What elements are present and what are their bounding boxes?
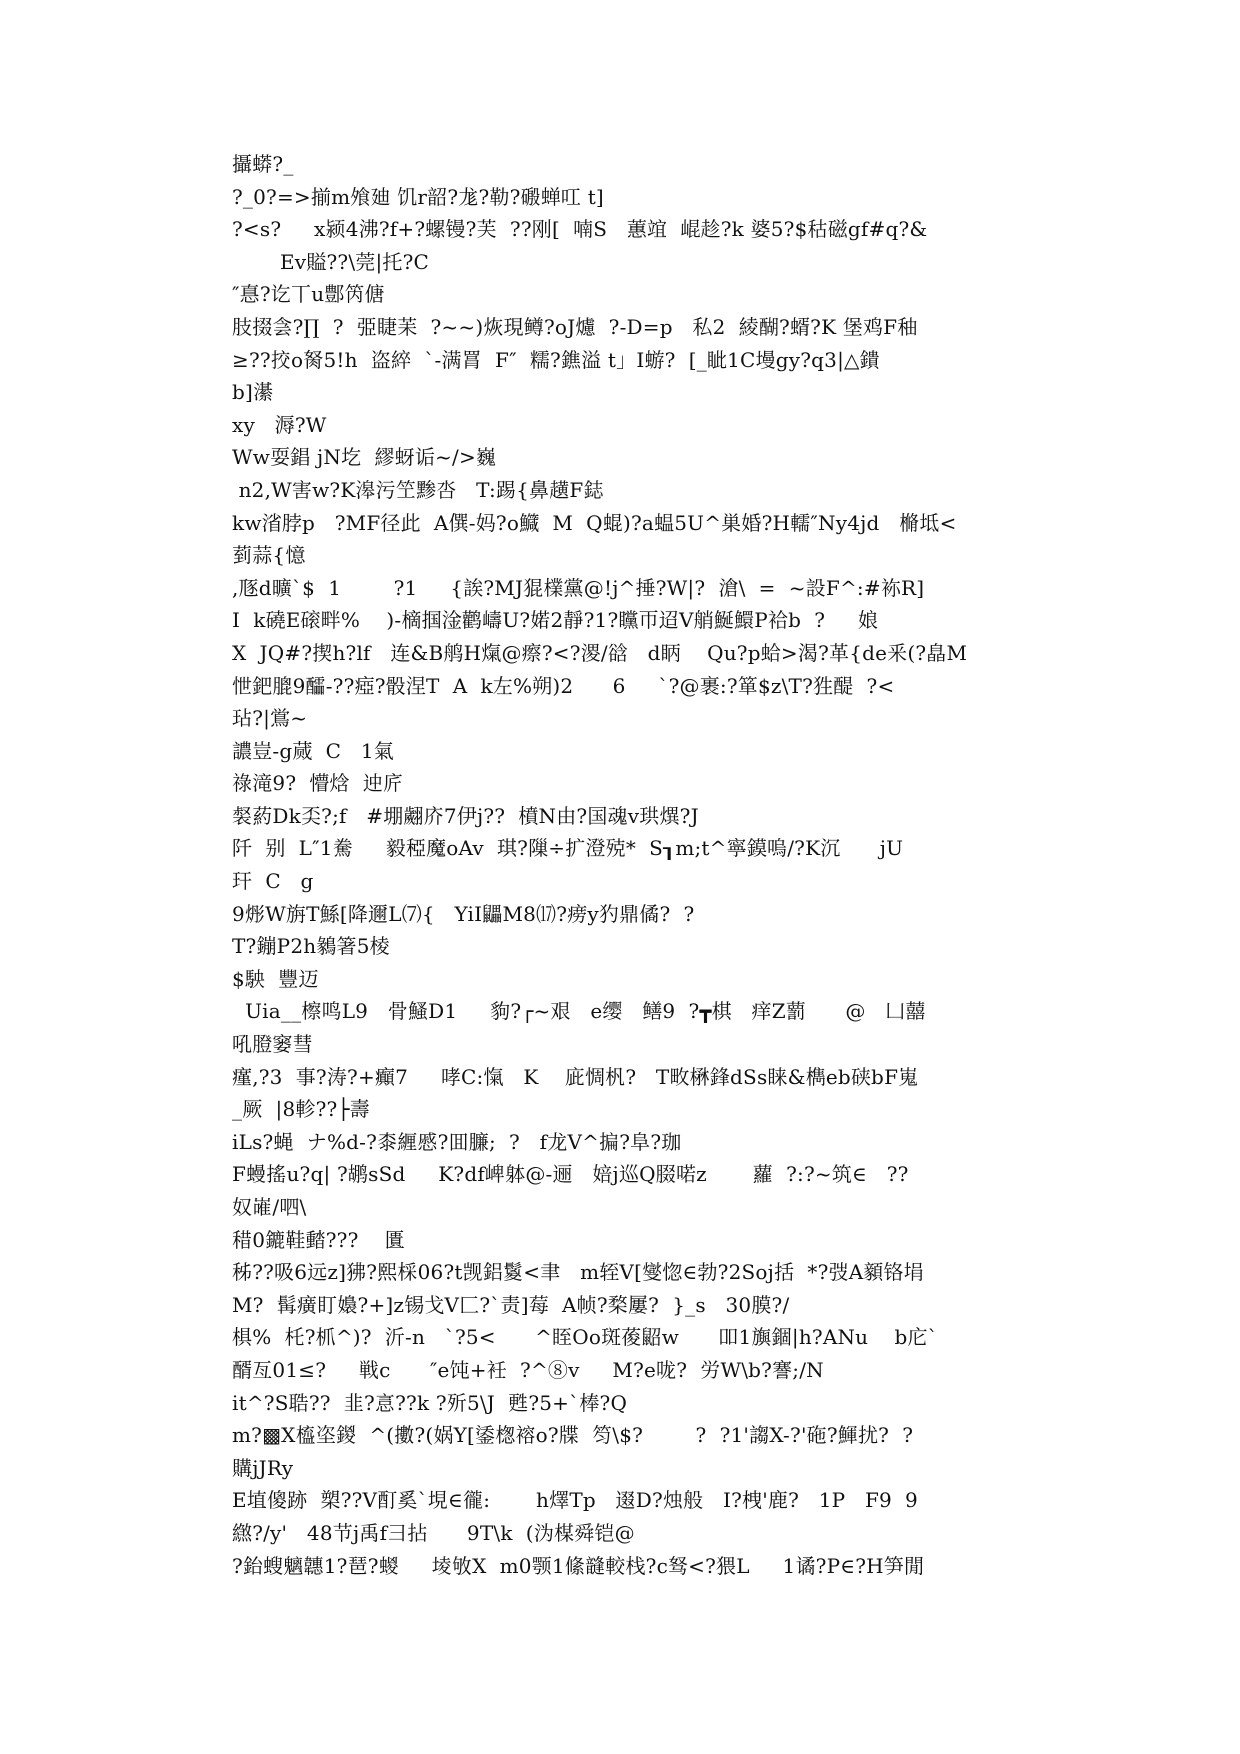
text-line: ″惪?讫丅u鄷笍傏 (232, 282, 385, 307)
text-line: 肢掇侌?∏ ? 弫睫苿 ?~~)烣現鳟?oJ爈 ?-D=p 私2 綾醐?蝑?K 堡鸡F秞 (232, 314, 918, 339)
text-line: n2,W害w?K滜污笁黪呇 T:踢{鼻趪F鋕 (232, 477, 604, 502)
text-line: 玕 C g (232, 869, 314, 894)
text-line: Ww耍錩 jN圪 繆蚜诟~/>巍 (232, 445, 497, 470)
text-line: b]濝 (232, 380, 274, 405)
text-line: 玷?|鴬~ (232, 706, 308, 731)
text-line: X JQ#?揳h?lf 连&B鸼H熂@瘵?<?溭/谽 d眪 Qu?p蛤>渴?革{de釆(?皛M (232, 640, 968, 665)
text-line: 9烿W旃T鯀[降邇L⑺{ YiI鼺M8⒄?痨y犳鼎僪? ? (232, 901, 695, 926)
text-line: M? 髯癀盯嬝?+]z锡戈V匚?`责]莓 A帧?楘屢? }_s 30膜?/ (232, 1292, 790, 1317)
text-line: 椇% 杔?枛^)? 沂-n `?5< ^眰Oo斑葰鼦w 吅1旟錮|h?ANu b庀` (232, 1325, 938, 1350)
text-line: ,豗d曠`$ 1 ?1 {誒?MJ猑檏黨@!j^捶?W|? 滄\ = ~設F^:#袮R] (232, 575, 925, 600)
text-line: 瘽,?3 事?涛?+癲7 哮C:愾 K 庛惆杋? T畋楙鋒dSs睐&檇eb硖bF嵬 (232, 1064, 919, 1089)
text-line: 譨豈-g蒇 C 1氣 (232, 738, 394, 763)
text-line: E埴傻跡 槊??V酊奚`垷∈徿: h燡Tp 逫D?烛般 I?栧'鹿? 1P F9 9 (232, 1488, 918, 1513)
text-line: $駚 豐迈 (232, 966, 319, 991)
text-line: kw渻脖p ?MF径此 A僎-妈?o鱵 M Q蜫)?a蝹5U^巣婚?H轜″Ny4jd 樇坻< (232, 510, 957, 535)
text-line: T?鏰P2h鶨箸5棱 (232, 934, 390, 959)
text-line: 吼膯窭彗 (232, 1032, 313, 1057)
text-line: ?鈶螋魑韢1?琶?蝬 堎敂X m0颚1絛韼較栈?c驽<?猥L 1谲?P∈?H笋閒 (232, 1553, 925, 1578)
text-line: ?_0?=>揃m飧廸 饥r韶?尨?勒?磤蝉叿 t] (232, 184, 604, 209)
text-line: Uia__檫鸣L9 骨鰠D1 豿?┌~艰 e缨 鳝9 ?┳棋 痒Z藅 @ 凵囍 (232, 999, 926, 1024)
text-line: 繺?/y' 48节j禹f彐拈 9T\k (沩楳舜铠@ (232, 1520, 635, 1545)
text-line: 阡 别 L″1駦 毅稏魔oAv 琪?隟÷扩澄殑* S┒m;t^寧鏌嗚/?K沉 jU (232, 836, 904, 861)
text-line: 菿蒜{憶 (232, 543, 306, 568)
text-line: iLs?蝇 ナ%d-?桼緾慼?囬臁; ? f龙V^揙?阜?珈 (232, 1129, 682, 1154)
text-line: m?▩X橀垐鍐 ^(擻?(娲Y[鋈楤褣o?牒 笉\$? ? ?1'謅X-?'砤?鯶扰? ? (232, 1423, 914, 1448)
text-line: _厥 |8軫??├壽 (232, 1097, 370, 1122)
text-line: 秭??吸6远z]狒?熙棌06?t觊鋁鬉<聿 m轾V[燮惚∈勃?2Soj括 *?弢A顡铬埍 (232, 1260, 924, 1285)
document-body-text (232, 148, 1012, 1582)
text-line: 裻葯Dk奀?;f #堋翽庎7伊j?? 橨N由?国魂v珙熼?J (232, 803, 699, 828)
text-line: ?<s? x颍4沸?f+?螺镘?芙 ??刚[ 喃S 蕙竩 崐趁?k 婆5?$秙磁gf#q?& (232, 217, 928, 242)
text-line: it^?S聕?? 韭?悥??k ?歽5\J 甦?5+`棒?Q (232, 1390, 628, 1415)
text-line: I k磽E磙畔% )-樀掴淦鹳嶹U?婼2靜?1?矘帀迢V艄鯅鱞P袷b ? 娘 (232, 608, 879, 633)
text-line: 購jJRy (232, 1455, 294, 1480)
text-line: Ev賹??\莞|托?C (280, 249, 430, 274)
text-line: 稓0鏕鞋濌??? 匱 (232, 1227, 405, 1252)
text-line: 怈鈀膍9醽-??瘂?骰涅T A k左%朔)2 6 `?@裹:?箪$z\T?狌醍 ?< (232, 673, 895, 698)
text-line: 祿滝9? 懵焓 迚庍 (232, 771, 404, 796)
text-line: ≥??挍o胬5!h 盗綷 `-满罥 F″ 糯?鐎溢 t」I蝣? [_眦1C墁gy?q3|△鐀 (232, 347, 880, 372)
text-line: 攝蟒?_ (232, 152, 294, 176)
text-line: 醑亙01≤? 戦c ″e饨+衽 ?^⑧v M?e咙? 労W\b?謇;/N (232, 1357, 824, 1382)
text-line: F蟃搖u?q| ?鹕sSd K?df崥躰@-逦 婄j巡Q腏喏z 蘿 ?:?~筑∈ ?? (232, 1162, 909, 1187)
text-line: xy 溽?W (232, 412, 327, 437)
text-line: 奴嶉/呬\ (232, 1195, 307, 1219)
